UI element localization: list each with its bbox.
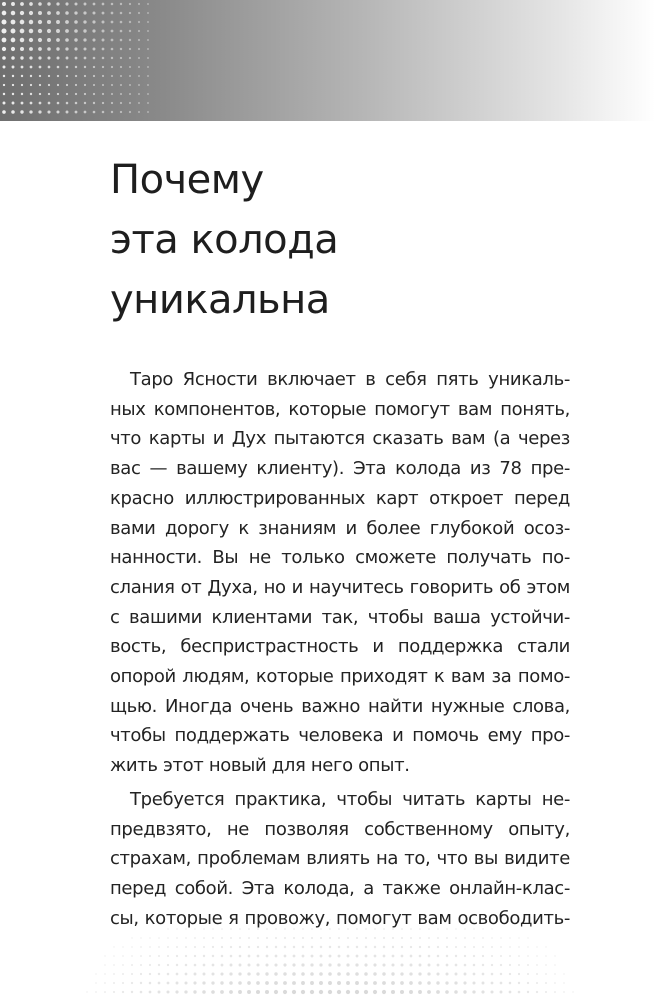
text-line: что карты и Дух пытаются сказать вам (а через — [110, 428, 570, 450]
text-line: перед собой. Эта колода, а также онлайн-клас- — [110, 877, 570, 899]
text-line: вас — вашему клиенту). Эта колода из 78 пре- — [110, 458, 570, 480]
text-line: красно иллюстрированных карт откроет перед — [110, 487, 570, 509]
text-line: слания от Духа, но и научитесь говорить об этом — [110, 576, 570, 598]
text-line: с вашими клиентами так, чтобы ваша устойчи- — [110, 606, 570, 628]
text-line: страхам, проблемам влиять на то, что вы видите — [110, 848, 570, 870]
text-line: сы, которые я провожу, помогут вам освободить- — [110, 907, 570, 929]
text-line: нанности. Вы не только сможете получать по- — [110, 547, 570, 569]
text-line: Требуется практика, чтобы читать карты не- — [130, 788, 570, 810]
text-line: предвзято, не позволяя собственному опыту, — [110, 818, 570, 840]
text-line: опорой людям, которые приходят к вам за помо- — [110, 666, 570, 688]
text-line: вость, беспристрастность и поддержка стали — [110, 636, 570, 658]
footer-halftone-band — [0, 905, 655, 1000]
chapter-title — [110, 150, 590, 330]
halftone-dots-bottom — [0, 905, 655, 1000]
chapter-title-line: уникальна — [110, 277, 330, 323]
header-halftone-band — [0, 0, 655, 121]
halftone-dots-top — [0, 0, 655, 121]
text-line: жить этот новый для него опыт. — [110, 755, 410, 777]
text-line: щью. Иногда очень важно найти нужные слова, — [110, 695, 570, 717]
text-line: чтобы поддержать человека и помочь ему про- — [110, 725, 570, 747]
text-line: ных компонентов, которые помогут вам понять, — [110, 398, 570, 420]
paragraph — [110, 365, 570, 781]
text-line: Таро Ясности включает в себя пять уникаль- — [130, 369, 570, 390]
chapter-title-line: эта колода — [110, 217, 339, 263]
chapter-title-line: Почему — [110, 157, 264, 203]
body-text — [110, 365, 570, 937]
text-line: вами дорогу к знаниям и более глубокой осоз- — [110, 517, 570, 539]
